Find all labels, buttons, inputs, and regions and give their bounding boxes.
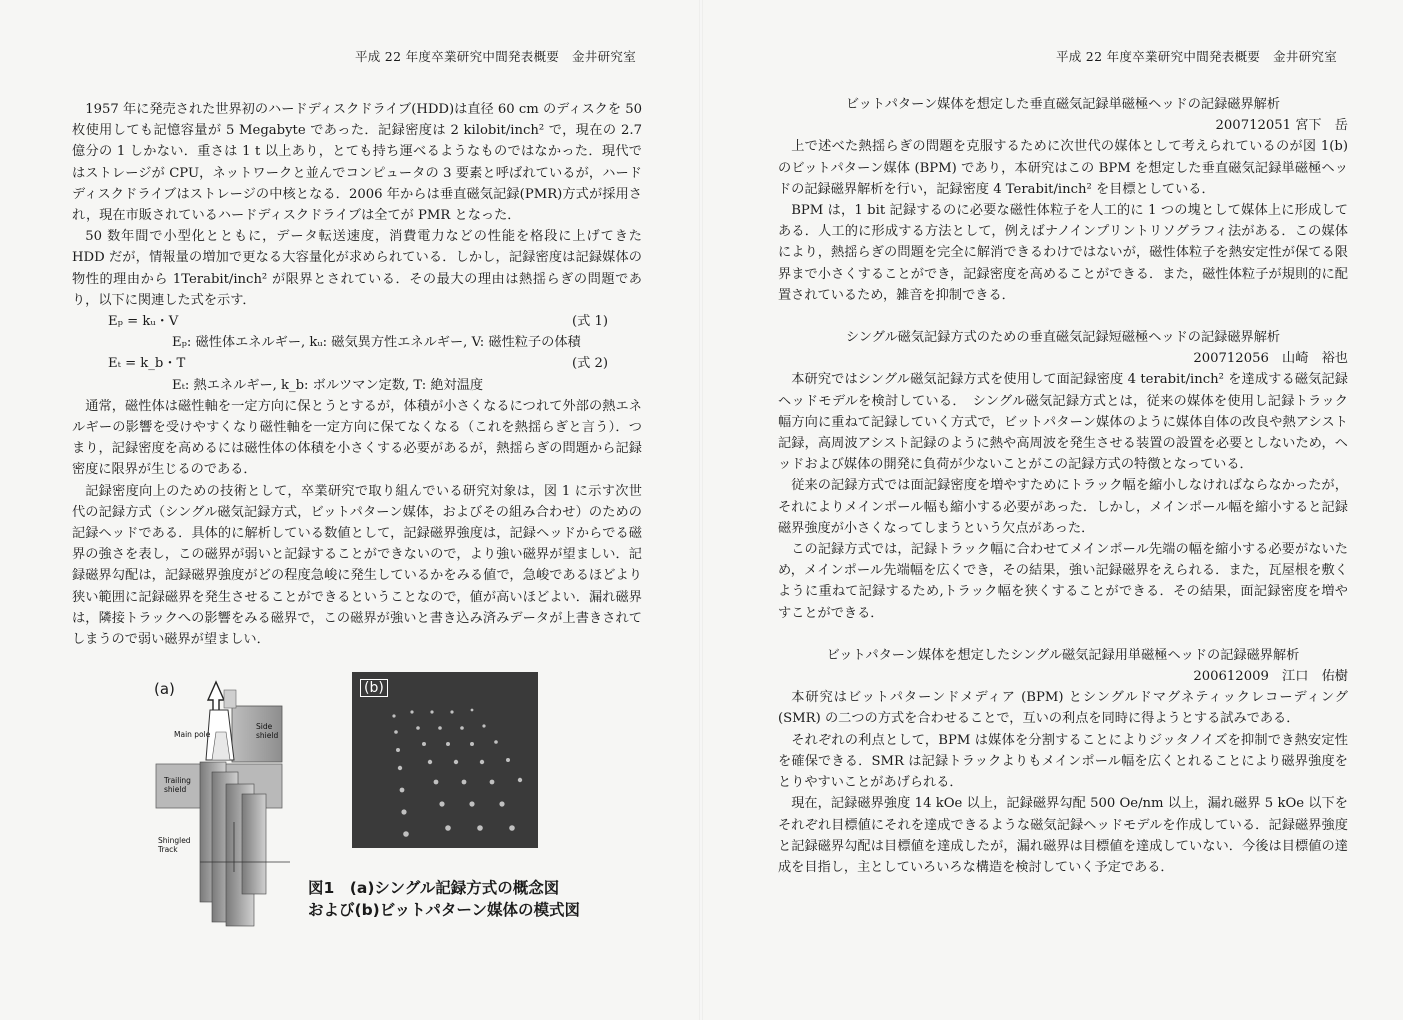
figure-1b-bit-pattern-image (352, 672, 538, 848)
figure-1-caption-line-2: および(b)ビットパターン媒体の模式図 (308, 901, 581, 919)
main-pole-label: Main pole (174, 730, 211, 739)
section-1-paragraph-2: BPM は，1 bit 記録するのに必要な磁性体粒子を人工的に 1 つの塊として媒体上に形成してある．人工的に形成する方法として，例えばナノインプリントリソグラフィ法がある．この媒体により，熱揺らぎの問題を完全に解消できるわけではないが，磁性体粒子を熱安定性が保てる限界まで小さくすることができ，記録密度を高めることができる．また，磁性体粒子が規則的に配置されているため，雑音を抑制できる． (778, 203, 1348, 303)
section-2-paragraph-3: この記録方式では，記録トラック幅に合わせてメインポール先端の幅を縮小する必要がないため，メインポール先端幅を広くでき，その結果，強い記録磁界をえられる．また，瓦屋根を敷くように重ねて記録するため,トラック幅を狭くすることができる．その結果，面記録密度を増やすことができる． (778, 542, 1348, 621)
left-page (0, 0, 700, 1020)
thermal-fluctuation-paragraph: 通常，磁性体は磁性軸を一定方向に保とうとするが，体積が小さくなるにつれて外部の熱エネルギーの影響を受けやすくなり磁性軸を一定方向に保てなくなる（これを熱揺らぎと言う）．つまり，記録密度を高めるには磁性体の体積を小さくする必要があるが，熱揺らぎの問題から記録密度に限界が生じるのである． (72, 398, 642, 478)
figure-1b-label: (b) (360, 679, 388, 697)
equation-1 (72, 311, 642, 332)
equation-2-note: Eₜ: 熱エネルギー, k_b: ボルツマン定数, T: 絶対温度 (172, 377, 484, 393)
section-2-title: シングル磁気記録方式のための垂直磁気記録短磁極ヘッドの記録磁界解析 (845, 330, 1281, 346)
equation-2-number: (式 2) (571, 356, 608, 372)
figure-1a-label: (a) (154, 680, 175, 698)
section-3-paragraph-3: 現在，記録磁界強度 14 kOe 以上，記録磁界勾配 500 Oe/nm 以上，漏れ磁界 5 kOe 以下をそれぞれ目標値にそれを達成できるような磁気記録ヘッドモデルを作成している．記録磁界強度と記録磁界勾配は目標値を達成したが，漏れ磁界は目標値を達成していない．今後は目標値の達成を目指し，主としていろいろな構造を検討していく予定である． (778, 796, 1348, 875)
section-3-paragraph-1: 本研究はビットパターンドメディア (BPM) とシングルドマグネティックレコーディング (SMR) の二つの方式を合わせることで，互いの利点を同時に得ようとする試みである． (778, 690, 1348, 727)
section-2-author: 200712056 山崎 裕也 (1193, 351, 1348, 367)
running-header-left: 平成 22 年度卒業研究中間発表概要 金井研究室 (354, 49, 636, 64)
equation-1-note: Eₚ: 磁性体エネルギー, kᵤ: 磁気異方性エネルギー, V: 磁性粒子の体積 (172, 335, 581, 351)
section-miyashita (778, 94, 1348, 306)
right-page (702, 0, 1403, 1020)
section-2-paragraph-1: 本研究ではシングル磁気記録方式を使用して面記録密度 4 terabit/inch² を達成する磁気記録ヘッドモデルを検討している． シングル磁気記録方式とは，従来の媒体を使用し記録トラック幅方向に重ねて記録していく方式で，ビットパターン媒体のように媒体自体の改良や熱アシスト記録，高周波アシスト記録のように熱や高周波を発生させる装置の設置を必要としないため，ヘッドおよび媒体の開発に負荷が少ないことがこの記録方式の特徴となっている． (778, 372, 1348, 473)
running-header-right: 平成 22 年度卒業研究中間発表概要 金井研究室 (1055, 49, 1337, 64)
shingled-track-label: Shingled Track (158, 836, 191, 854)
equation-2 (72, 353, 642, 374)
section-1-paragraph-1: 上で述べた熱揺らぎの問題を克服するために次世代の媒体として考えられているのが図 1(b)のビットパターン媒体 (BPM) であり，本研究はこの BPM を想定した垂直磁気記録単磁極ヘッドの記録磁界解析を行い，記録密度 4 Terabit/inch² を目標としている． (778, 139, 1348, 197)
section-3-paragraph-2: それぞれの利点として，BPM は媒体を分割することによりジッタノイズを抑制でき熱安定性を確保できる．SMR は記録トラックよりもメインポール幅を広くとれることにより磁界強度をとりやすいことがあげられる． (778, 732, 1348, 791)
capacity-paragraph: 50 数年間で小型化とともに，データ転送速度，消費電力などの性能を格段に上げてきた HDD だが，情報量の増加で更なる大容量化が求められている．しかし，記録密度は記録媒体の物性的理由から 1Terabit/inch² が限界とされている．その最大の理由は熱揺らぎの問題であり，以下に関連した式を示す． (72, 229, 642, 308)
right-column (778, 94, 1348, 878)
section-2-paragraph-2: 従来の記録方式では面記録密度を増やすためにトラック幅を縮小しなければならなかったが，それによりメインポール幅も縮小する必要があった．しかし，メインポール幅を縮小すると記録磁界強度が小さくなってしまうという欠点があった． (778, 478, 1348, 536)
equation-2-formula: Eₜ = k_b・T (108, 356, 186, 372)
equation-1-number: (式 1) (571, 314, 608, 330)
research-target-paragraph: 記録密度向上のための技術として，卒業研究で取り組んでいる研究対象は，図 1 に示す次世代の記録方式（シングル磁気記録方式，ビットパターン媒体，およびその組み合わせ）のための記録ヘッドである．具体的に解析している数値として，記録磁界強度は，記録ヘッドからでる磁界の強さを表し，この磁界が弱いと記録することができないので，より強い磁界が望ましい．記録磁界勾配は，記録磁界強度がどの程度急峻に発生しているかをみる値で，急峻であるほどより狭い範囲に記録磁界を発生させることができるということなので，値が高いほどよい．漏れ磁界は，隣接トラックへの影響をみる磁界で，この磁界が強いと書き込み済みデータが上書きされてしまうので弱い磁界が望ましい． (72, 483, 642, 648)
section-1-title: ビットパターン媒体を想定した垂直磁気記録単磁極ヘッドの記録磁界解析 (845, 97, 1281, 112)
section-eguchi (778, 645, 1348, 878)
section-1-author: 200712051 宮下 岳 (1215, 118, 1348, 134)
side-shield-label: Side shield (256, 722, 279, 740)
figure-1-caption-line-1: 図1 (a)シングル記録方式の概念図 (308, 879, 560, 897)
trailing-shield-label: Trailing shield (164, 776, 191, 794)
section-3-author: 200612009 江口 佑樹 (1193, 669, 1348, 685)
left-column (72, 99, 642, 650)
equation-1-formula: Eₚ = kᵤ・V (108, 314, 179, 330)
bit-pattern-media-illustration (352, 672, 538, 848)
section-3-title: ビットパターン媒体を想定したシングル磁気記録用単磁極ヘッドの記録磁界解析 (826, 647, 1300, 663)
figure-1-caption (308, 877, 580, 921)
section-yamazaki (778, 327, 1348, 624)
intro-paragraph: 1957 年に発売された世界初のハードディスクドライブ(HDD)は直径 60 cm のディスクを 50 枚使用しても記憶容量が 5 Megabyte であった．記録密度は 2 kilobit/inch² で，現在の 2.7 億分の 1 しかない．重さは 1 t 以上あり，とても持ち運べるようなものではなかった．現代ではストレージが CPU，ネットワークと並んでコンピュータの 3 要素と呼ばれているが，ハードディスクドライブはストレージの中核となる．2006 年からは垂直磁気記録(PMR)方式が採用され，現在市販されているハードディスクドライブは全てが PMR となった． (72, 102, 643, 224)
